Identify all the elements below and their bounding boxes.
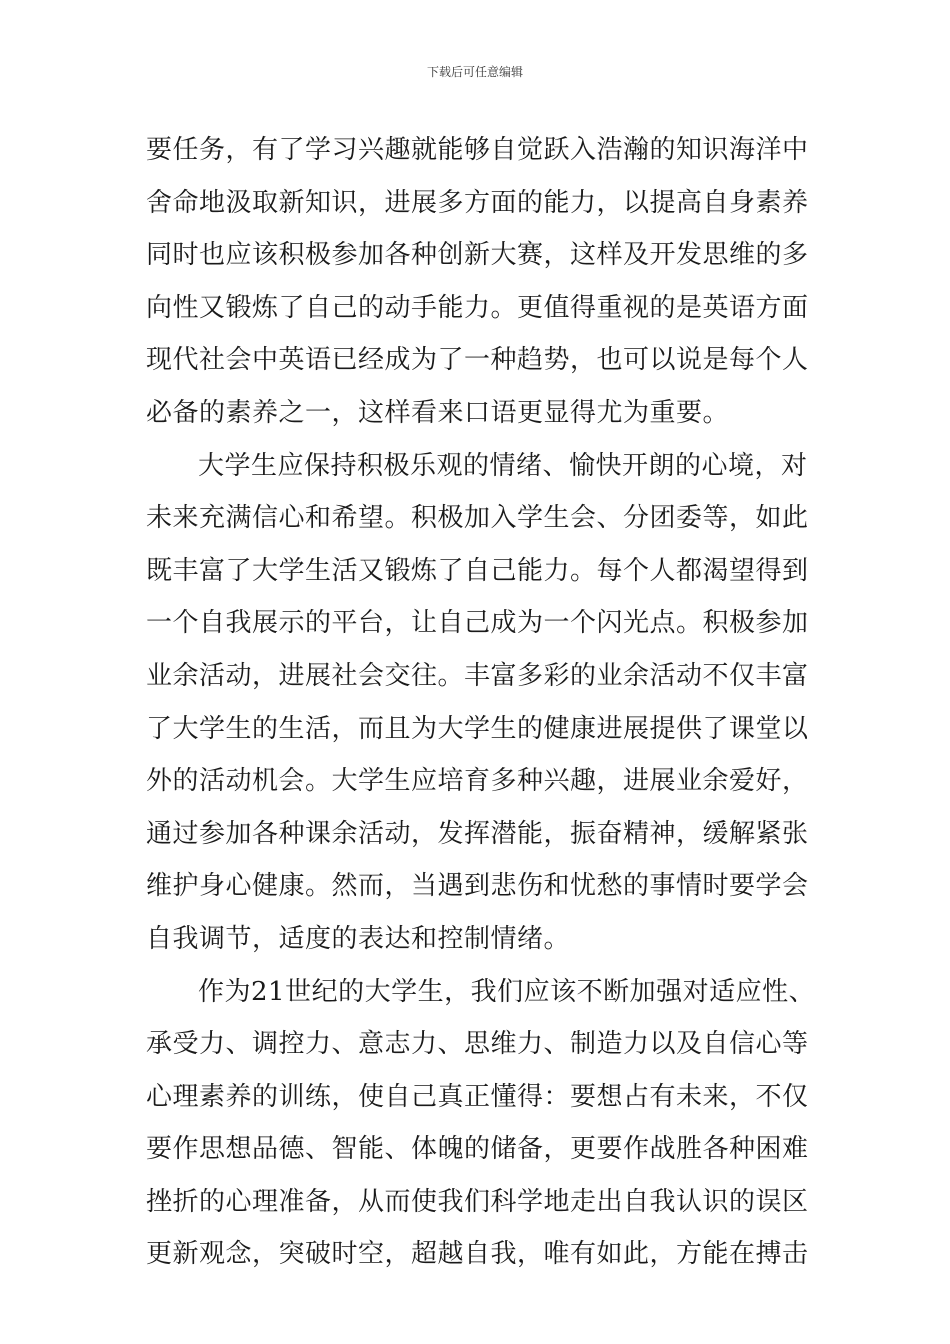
text-line: 心理素养的训练，使自己真正懂得：要想占有未来，不仅: [146, 1081, 809, 1112]
text-line: 维护身心健康。然而，当遇到悲伤和忧愁的事情时要学会: [146, 871, 809, 902]
text-line: 更新观念，突破时空，超越自我，唯有如此，方能在搏击: [146, 1239, 809, 1270]
text-line: 通过参加各种课余活动，发挥潜能，振奋精神，缓解紧张: [146, 818, 809, 849]
page-header: 下载后可任意编辑: [426, 65, 523, 79]
text-line: 要任务，有了学习兴趣就能够自觉跃入浩瀚的知识海洋中: [146, 135, 809, 165]
text-line: 承受力、调控力、意志力、思维力、制造力以及自信心等: [146, 1029, 809, 1060]
text-line: 既丰富了大学生活又锻炼了自己能力。每个人都渴望得到: [146, 555, 809, 586]
paragraph-2: [146, 440, 816, 966]
text-line: 要作思想品德、智能、体魄的储备，更要作战胜各种困难: [146, 1134, 809, 1165]
text-line: 大学生应保持积极乐观的情绪、愉快开朗的心境，对: [198, 450, 808, 481]
document-body: [146, 124, 816, 1281]
text-line: 必备的素养之一，这样看来口语更显得尤为重要。: [146, 397, 730, 428]
text-line: 一个自我展示的平台，让自己成为一个闪光点。积极参加: [146, 608, 809, 639]
text-line: 业余活动，进展社会交往。丰富多彩的业余活动不仅丰富: [146, 660, 809, 691]
text-line: 作为21世纪的大学生，我们应该不断加强对适应性、: [198, 976, 816, 1007]
text-line: 向性又锻炼了自己的动手能力。更值得重视的是英语方面: [146, 292, 809, 323]
text-line: 同时也应该积极参加各种创新大赛，这样及开发思维的多: [146, 240, 809, 271]
paragraph-1: [146, 124, 816, 440]
text-line: 挫折的心理准备，从而使我们科学地走出自我认识的误区: [146, 1186, 809, 1217]
text-line: 了大学生的生活，而且为大学生的健康进展提供了课堂以: [146, 713, 809, 744]
text-line: 现代社会中英语已经成为了一种趋势，也可以说是每个人: [146, 345, 809, 376]
text-line: 未来充满信心和希望。积极加入学生会、分团委等，如此: [146, 503, 809, 534]
text-line: 自我调节，适度的表达和控制情绪。: [146, 923, 571, 954]
text-line: 外的活动机会。大学生应培育多种兴趣，进展业余爱好，: [146, 766, 809, 797]
paragraph-3: [146, 966, 816, 1282]
text-line: 舍命地汲取新知识，进展多方面的能力，以提高自身素养: [146, 187, 809, 218]
